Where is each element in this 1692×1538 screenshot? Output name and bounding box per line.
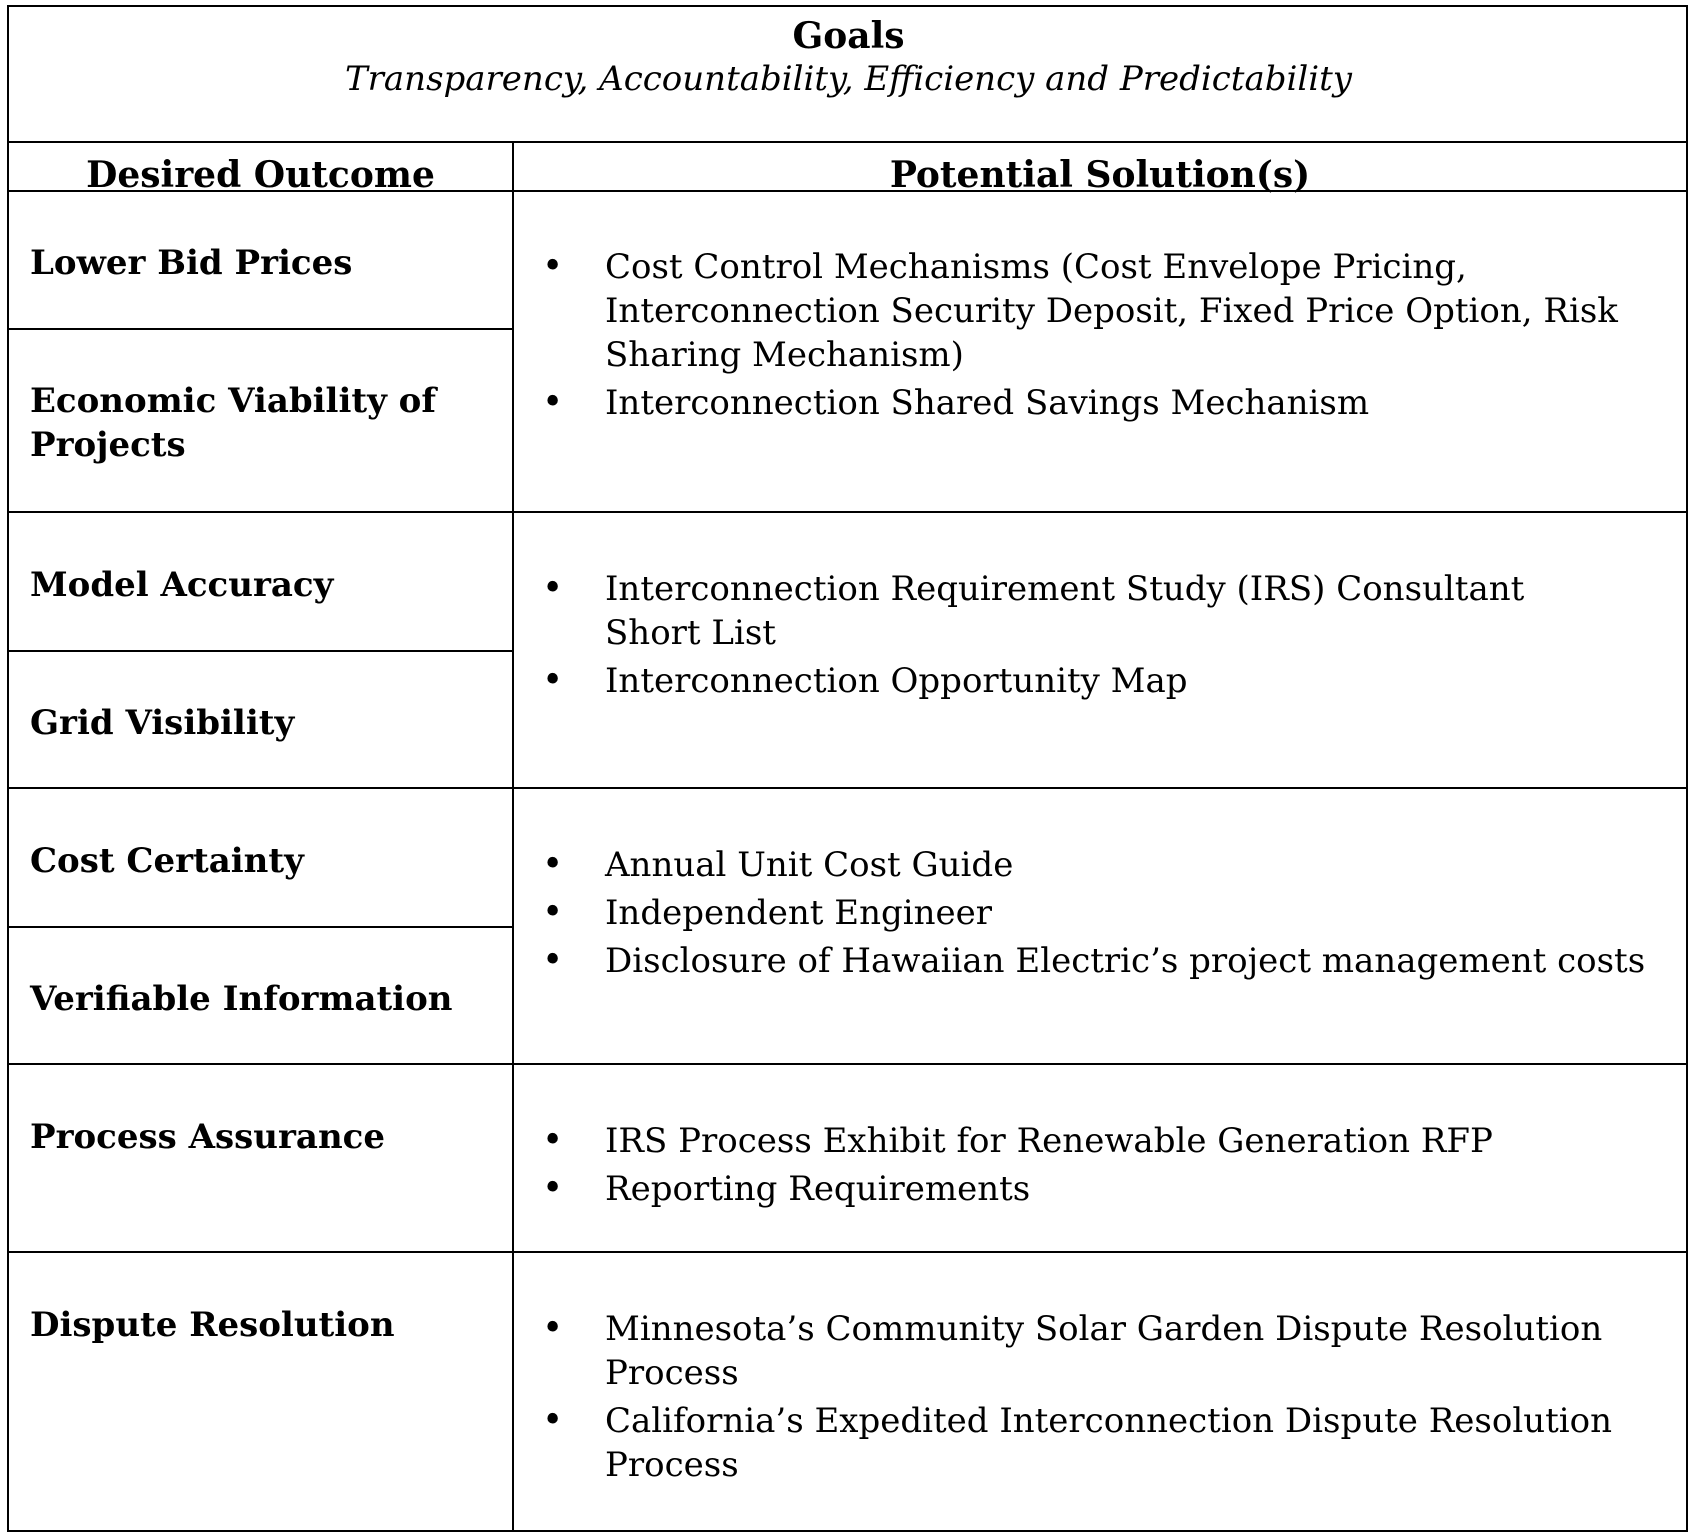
outcome-dispute-resolution: Dispute Resolution xyxy=(30,1305,395,1345)
bullet-icon: • xyxy=(542,1400,564,1441)
bullet-icon: • xyxy=(542,844,564,885)
solution-item xyxy=(529,939,1679,983)
outcome-lower-bid-prices: Lower Bid Prices xyxy=(30,243,353,283)
solution-text: California’s Expedited Interconnection Dispute Resolution Process xyxy=(605,1401,1613,1485)
solution-item xyxy=(529,843,1679,887)
solution-text: Disclosure of Hawaiian Electric’s project management costs xyxy=(605,941,1646,981)
outcome-model-accuracy: Model Accuracy xyxy=(30,565,334,605)
potential-solutions-header: Potential Solution(s) xyxy=(889,154,1311,196)
goals-subtitle: Transparency, Accountability, Efficiency and Predictability xyxy=(344,59,1353,99)
solution-text: Interconnection Shared Savings Mechanism xyxy=(605,383,1370,423)
row-divider xyxy=(9,1251,1688,1253)
solution-text: Interconnection Opportunity Map xyxy=(605,661,1188,701)
solution-item xyxy=(529,567,1679,655)
solutions-group-4 xyxy=(529,1119,1679,1215)
row-divider xyxy=(9,141,1688,143)
bullet-icon: • xyxy=(542,1308,564,1349)
solutions-group-2 xyxy=(529,567,1679,707)
solution-item xyxy=(529,1307,1679,1395)
solution-item xyxy=(529,1399,1679,1487)
solutions-group-3 xyxy=(529,843,1679,987)
outcome-cost-certainty: Cost Certainty xyxy=(30,841,304,881)
table-right-border xyxy=(1686,7,1688,1532)
row-divider xyxy=(9,511,1688,513)
solution-text: Cost Control Mechanisms (Cost Envelope Pricing, Interconnection Security Deposit, Fixed Price Option, Risk Sharing Mechanism) xyxy=(605,247,1618,375)
column-divider xyxy=(512,141,514,1532)
sub-row-divider xyxy=(9,926,512,928)
bullet-icon: • xyxy=(542,660,564,701)
solution-text: Interconnection Requirement Study (IRS) Consultant Short List xyxy=(605,569,1525,653)
outcome-verifiable-information: Verifiable Information xyxy=(30,979,453,1019)
solution-item xyxy=(529,891,1679,935)
bullet-icon: • xyxy=(542,940,564,981)
goals-title: Goals xyxy=(792,15,905,57)
solution-text: Annual Unit Cost Guide xyxy=(605,845,1014,885)
bullet-icon: • xyxy=(542,246,564,287)
desired-outcome-header: Desired Outcome xyxy=(86,154,435,196)
bullet-icon: • xyxy=(542,1120,564,1161)
goals-table xyxy=(7,5,1688,1532)
sub-row-divider xyxy=(9,650,512,652)
bullet-icon: • xyxy=(542,1168,564,1209)
table-bottom-border xyxy=(9,1530,1688,1532)
sub-row-divider xyxy=(9,328,512,330)
bullet-icon: • xyxy=(542,568,564,609)
bullet-icon: • xyxy=(542,892,564,933)
solutions-group-1 xyxy=(529,245,1679,429)
row-divider xyxy=(9,787,1688,789)
bullet-icon: • xyxy=(542,382,564,423)
solution-item xyxy=(529,1119,1679,1163)
outcome-process-assurance: Process Assurance xyxy=(30,1117,385,1157)
solution-text: IRS Process Exhibit for Renewable Generation RFP xyxy=(605,1121,1493,1161)
solution-item xyxy=(529,381,1679,425)
solution-item xyxy=(529,659,1679,703)
solution-item xyxy=(529,1167,1679,1211)
outcome-grid-visibility: Grid Visibility xyxy=(30,703,295,743)
outcome-economic-viability: Economic Viability of Projects xyxy=(30,381,436,465)
solution-item xyxy=(529,245,1679,377)
solutions-group-5 xyxy=(529,1307,1679,1491)
solution-text: Reporting Requirements xyxy=(605,1169,1031,1209)
row-divider xyxy=(9,1063,1688,1065)
solution-text: Independent Engineer xyxy=(605,893,992,933)
solution-text: Minnesota’s Community Solar Garden Dispute Resolution Process xyxy=(605,1309,1603,1393)
